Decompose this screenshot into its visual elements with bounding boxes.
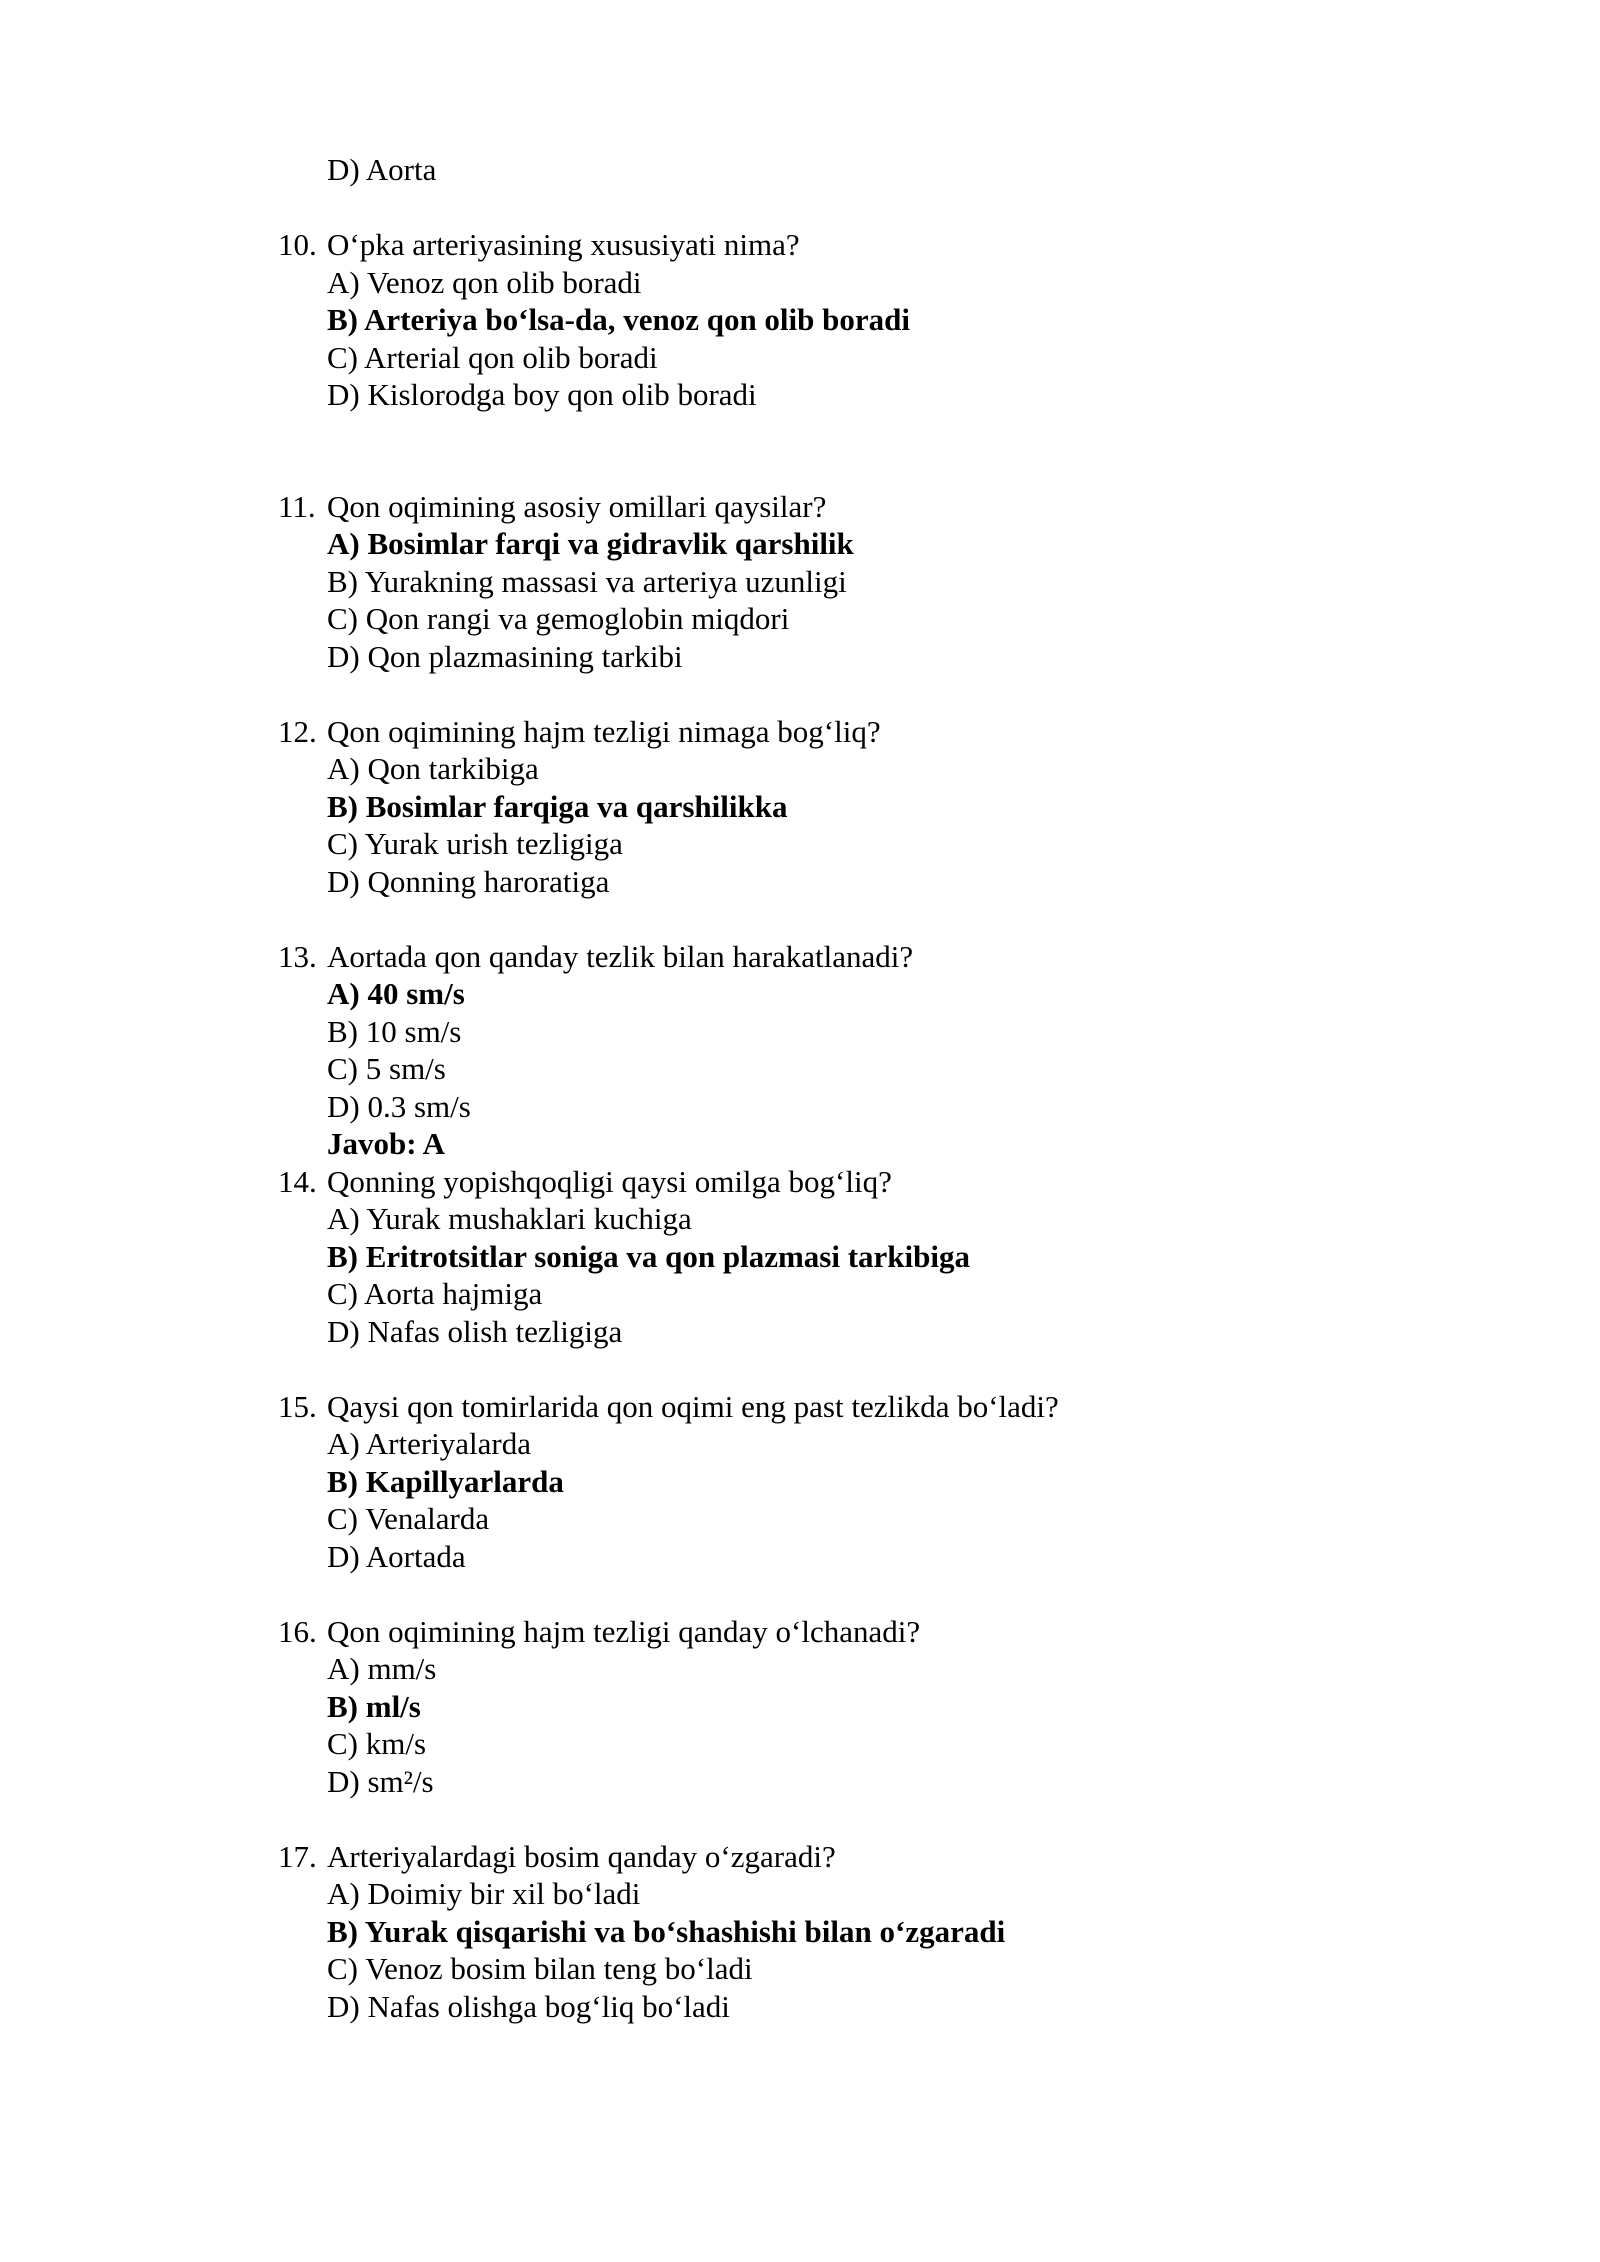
question-15-option-a: A) Arteriyalarda	[327, 1426, 531, 1461]
question-17	[0, 1838, 1600, 1876]
question-9-option-d: D) Aorta	[327, 152, 437, 187]
question-text: O‘pka arteriyasining xususiyati nima?	[327, 227, 800, 262]
question-13-option-d: D) 0.3 sm/s	[327, 1088, 471, 1124]
question-15-option-d: D) Aortada	[327, 1538, 466, 1574]
question-17-option-a: A) Doimiy bir xil bo‘ladi	[327, 1876, 641, 1911]
question-17-option-b-answer: B) Yurak qisqarishi va bo‘shashishi bilan o‘zgaradi	[327, 1913, 1006, 1949]
question-text: Qaysi qon tomirlarida qon oqimi eng past tezlikda bo‘ladi?	[327, 1388, 1059, 1424]
question-12-option-c: C) Yurak urish tezligiga	[327, 826, 623, 861]
question-number: 16.	[278, 1613, 317, 1649]
question-15-option-b-answer: B) Kapillyarlarda	[327, 1463, 564, 1499]
question-number: 17.	[278, 1838, 317, 1874]
question-11-option-c: C) Qon rangi va gemoglobin miqdori	[327, 601, 790, 636]
question-14-option-d: D) Nafas olish tezligiga	[327, 1313, 623, 1349]
question-text: Qonning yopishqoqligi qaysi omilga bog‘liq?	[327, 1163, 892, 1199]
question-12-option-d: D) Qonning haroratiga	[327, 863, 610, 899]
question-number: 11.	[278, 488, 316, 524]
question-15-option-c: C) Venalarda	[327, 1501, 490, 1536]
question-12-option-b-answer: B) Bosimlar farqiga va qarshilikka	[327, 788, 788, 824]
question-11-option-a-answer: A) Bosimlar farqi va gidravlik qarshilik	[327, 526, 854, 561]
question-14	[0, 1163, 1600, 1201]
question-text: Arteriyalardagi bosim qanday o‘zgaradi?	[327, 1838, 836, 1874]
question-15	[0, 1388, 1600, 1426]
question-text: Qon oqimining asosiy omillari qaysilar?	[327, 488, 827, 524]
question-16	[0, 1613, 1600, 1651]
question-text: Qon oqimining hajm tezligi qanday o‘lchanadi?	[327, 1613, 921, 1649]
question-text: Qon oqimining hajm tezligi nimaga bog‘liq?	[327, 713, 881, 749]
question-13	[0, 938, 1600, 976]
question-12	[0, 713, 1600, 751]
question-10-option-b-answer: B) Arteriya bo‘lsa-da, venoz qon olib boradi	[327, 302, 911, 337]
question-13-option-c: C) 5 sm/s	[327, 1051, 446, 1086]
question-number: 13.	[278, 938, 317, 974]
question-16-option-c: C) km/s	[327, 1726, 427, 1761]
question-11-option-d: D) Qon plazmasining tarkibi	[327, 638, 683, 674]
question-10-option-a: A) Venoz qon olib boradi	[327, 264, 642, 300]
question-16-option-d: D) sm²/s	[327, 1763, 434, 1799]
question-text: Aortada qon qanday tezlik bilan harakatlanadi?	[327, 938, 914, 974]
question-14-option-a: A) Yurak mushaklari kuchiga	[327, 1201, 692, 1236]
question-16-option-a: A) mm/s	[327, 1651, 437, 1686]
question-12-option-a: A) Qon tarkibiga	[327, 751, 539, 786]
question-17-option-c: C) Venoz bosim bilan teng bo‘ladi	[327, 1951, 753, 1986]
question-11	[0, 488, 1600, 526]
question-number: 10.	[278, 227, 317, 262]
question-number: 14.	[278, 1163, 317, 1199]
question-14-option-c: C) Aorta hajmiga	[327, 1276, 543, 1311]
question-13-option-a-answer: A) 40 sm/s	[327, 976, 465, 1011]
question-number: 15.	[278, 1388, 317, 1424]
question-16-option-b-answer: B) ml/s	[327, 1688, 421, 1724]
question-10-option-c: C) Arterial qon olib boradi	[327, 339, 658, 375]
question-17-option-d: D) Nafas olishga bog‘liq bo‘ladi	[327, 1988, 730, 2024]
question-13-option-b: B) 10 sm/s	[327, 1013, 462, 1049]
question-10-option-d: D) Kislorodga boy qon olib boradi	[327, 377, 757, 412]
question-14-option-b-answer: B) Eritrotsitlar soniga va qon plazmasi tarkibiga	[327, 1238, 971, 1274]
question-number: 12.	[278, 713, 317, 749]
question-11-option-b: B) Yurakning massasi va arteriya uzunligi	[327, 563, 847, 599]
document-page	[0, 151, 1600, 2025]
question-13-answer-line: Javob: A	[327, 1126, 445, 1161]
question-10	[0, 226, 1600, 264]
